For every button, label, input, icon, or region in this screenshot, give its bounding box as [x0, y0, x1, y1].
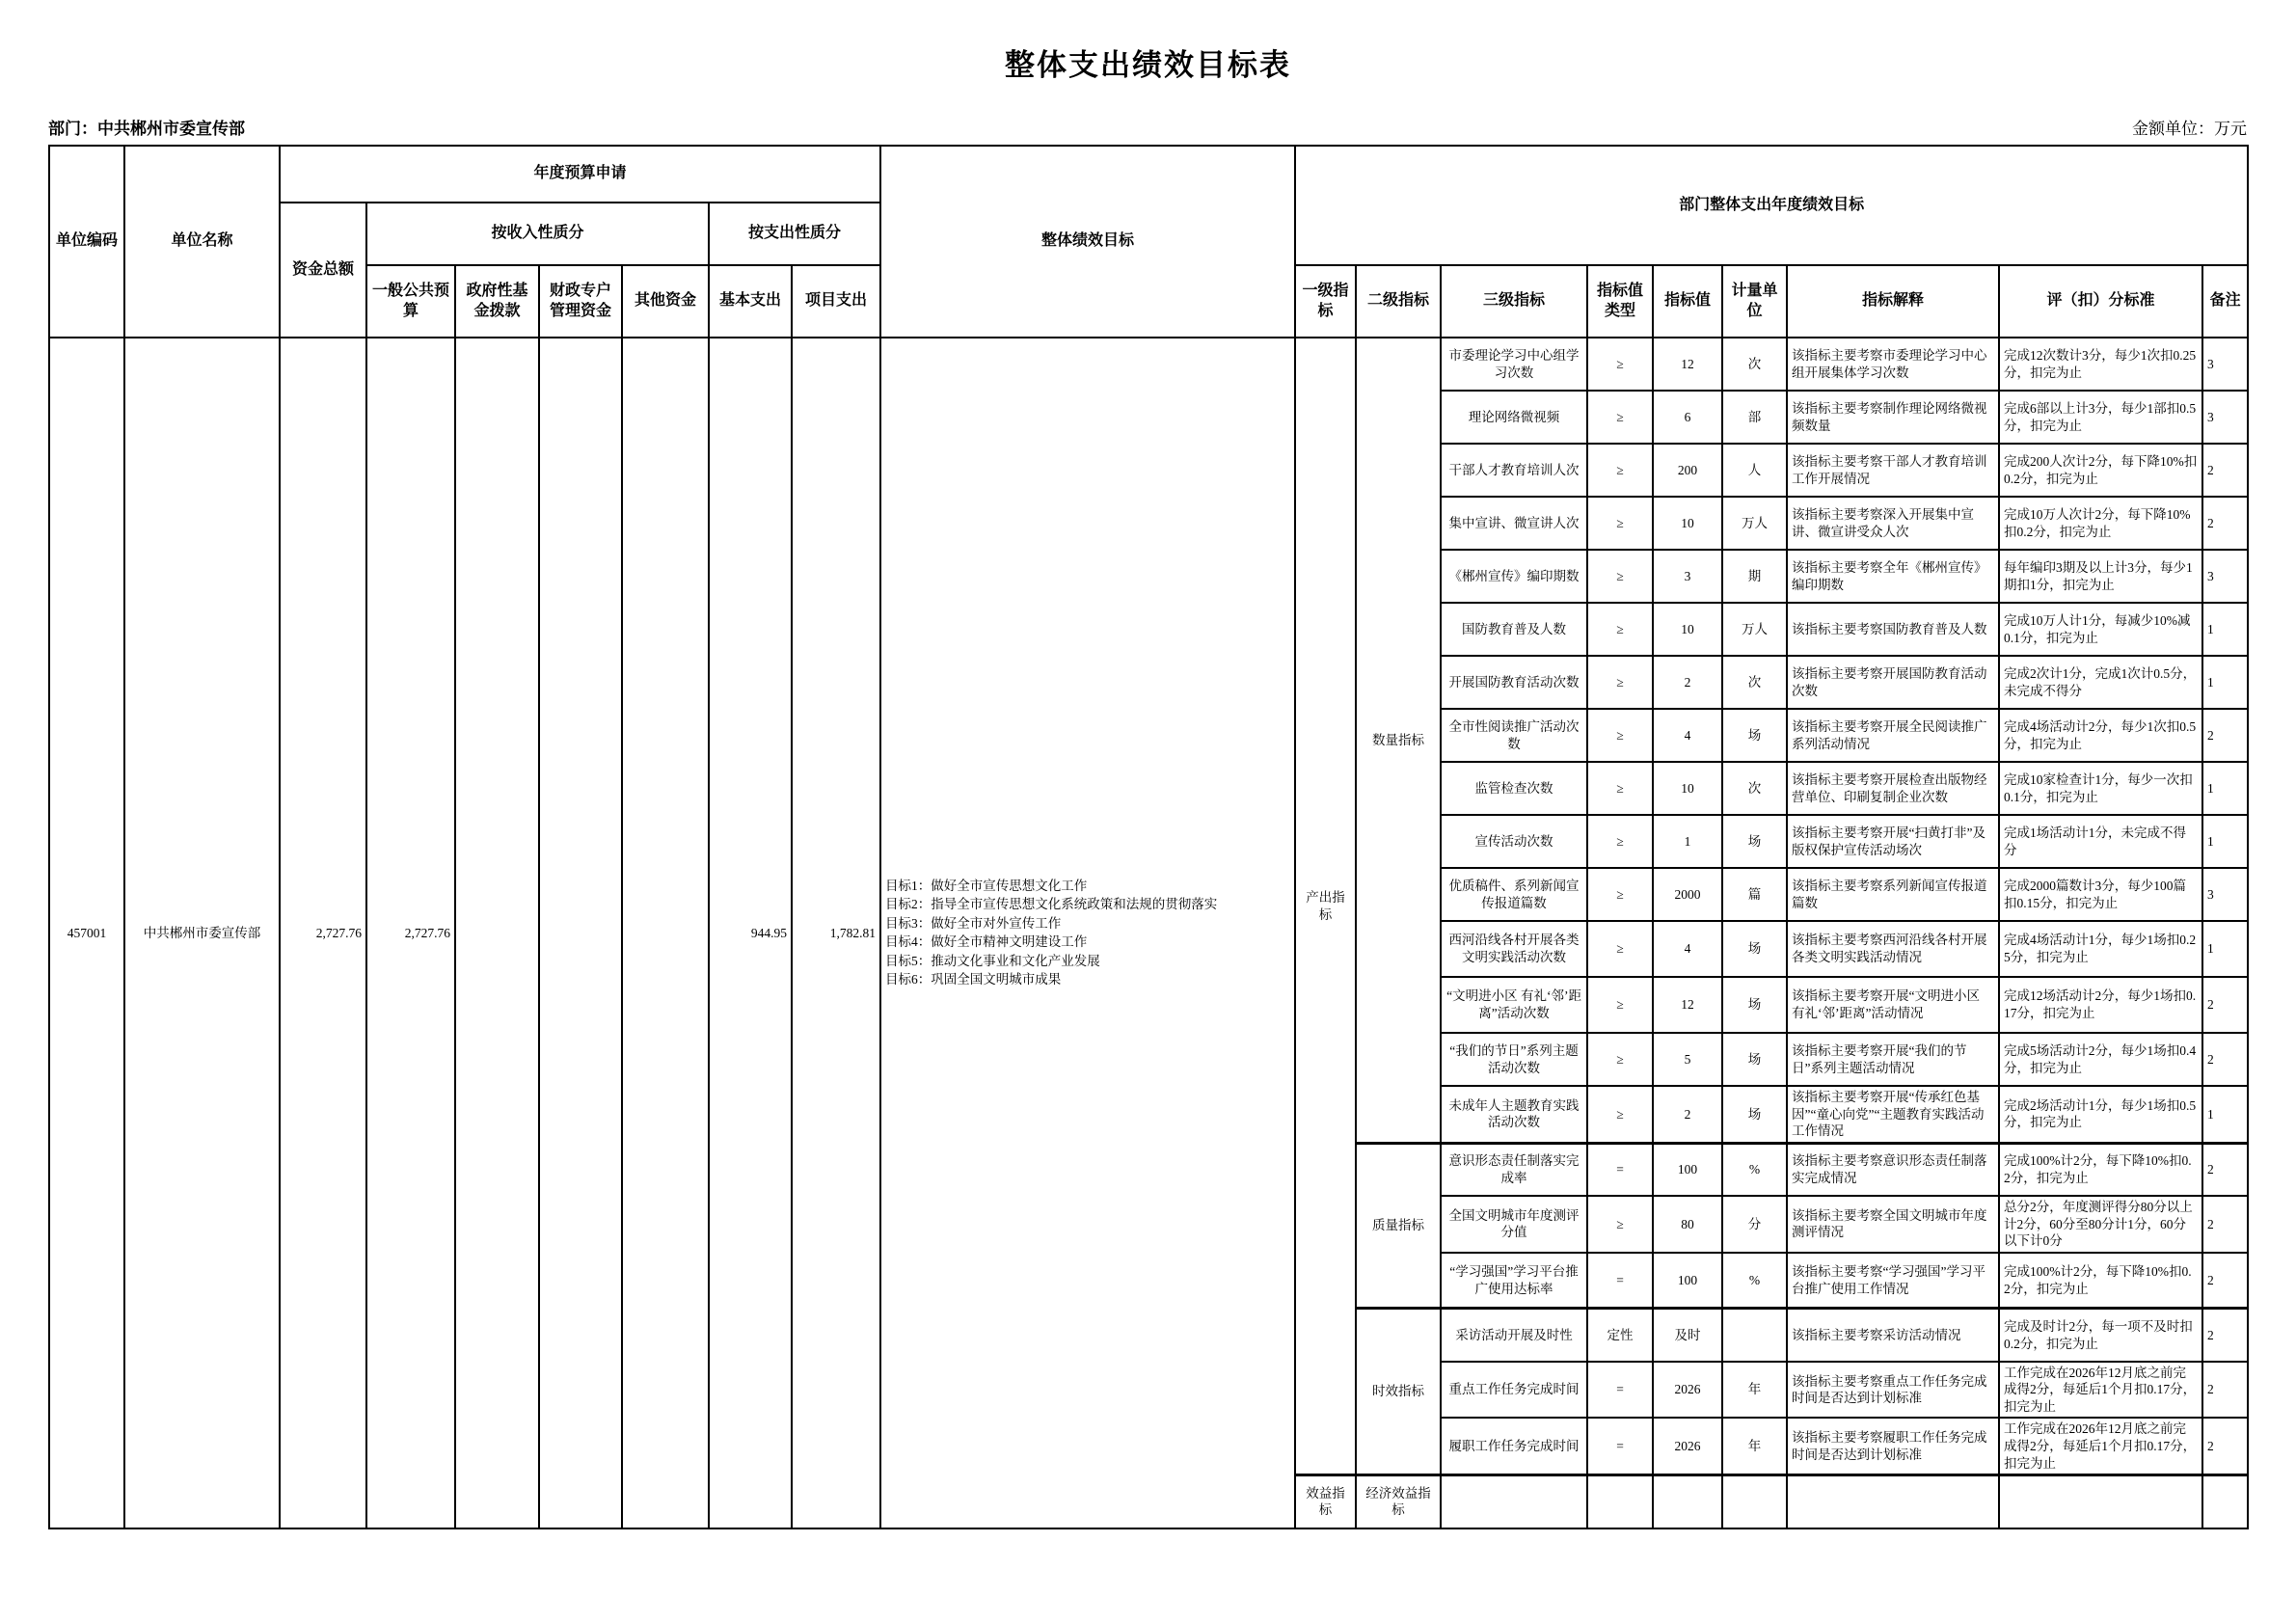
indicator-explanation-cell: 该指标主要考察开展“扫黄打非”及版权保护宣传活动场次: [1787, 815, 1999, 868]
indicator-value-cell: 4: [1653, 709, 1722, 762]
scoring-standard-cell: 完成4场活动计1分，每少1场扣0.25分，扣完为止: [1999, 921, 2202, 977]
remark-cell: 1: [2202, 603, 2248, 656]
indicator-value-type-cell: ≥: [1587, 815, 1653, 868]
measure-unit-cell: 篇: [1722, 868, 1787, 921]
indicator-value-type-cell: ≥: [1587, 1086, 1653, 1143]
indicator-name-cell: 优质稿件、系列新闻宣传报道篇数: [1441, 868, 1587, 921]
indicator-name-cell: 意识形态责任制落实完成率: [1441, 1143, 1587, 1196]
indicator-explanation-cell: 该指标主要考察意识形态责任制落实完成情况: [1787, 1143, 1999, 1196]
indicator-name-cell: 集中宣讲、微宣讲人次: [1441, 497, 1587, 550]
scoring-standard-cell: 完成10万人次计2分，每下降10%扣0.2分，扣完为止: [1999, 497, 2202, 550]
measure-unit-cell: 万人: [1722, 497, 1787, 550]
level1-indicator-cell: 效益指标: [1295, 1475, 1356, 1528]
indicator-explanation-cell: 该指标主要考察全年《郴州宣传》编印期数: [1787, 550, 1999, 603]
indicator-value-type-cell: ≥: [1587, 338, 1653, 391]
remark-cell: 1: [2202, 762, 2248, 815]
scoring-standard-cell: 完成及时计2分，每一项不及时扣0.2分，扣完为止: [1999, 1309, 2202, 1362]
project-expenditure-cell: 1,782.81: [792, 338, 880, 1528]
measure-unit-cell: 期: [1722, 550, 1787, 603]
fiscal-account-cell: [539, 338, 622, 1528]
col-header-value-type: 指标值类型: [1587, 265, 1653, 338]
meta-row: [48, 115, 2247, 139]
indicator-value-cell: 及时: [1653, 1309, 1722, 1362]
indicator-value-cell: 2000: [1653, 868, 1722, 921]
goal-line: 目标3：做好全市对外宣传工作: [885, 915, 1062, 931]
indicator-value-cell: 80: [1653, 1196, 1722, 1253]
measure-unit-cell: 次: [1722, 656, 1787, 709]
indicator-explanation-cell: 该指标主要考察“学习强国”学习平台推广使用工作情况: [1787, 1253, 1999, 1309]
indicator-explanation-cell: 该指标主要考察制作理论网络微视频数量: [1787, 391, 1999, 444]
indicator-name-cell: 全市性阅读推广活动次数: [1441, 709, 1587, 762]
indicator-value-type-cell: ≥: [1587, 603, 1653, 656]
total-funds-cell: 2,727.76: [280, 338, 366, 1528]
indicator-name-cell: 采访活动开展及时性: [1441, 1309, 1587, 1362]
indicator-explanation-cell: 该指标主要考察开展检查出版物经营单位、印刷复制企业次数: [1787, 762, 1999, 815]
col-header-basic-expenditure: 基本支出: [709, 265, 792, 338]
level2-indicator-cell: 数量指标: [1356, 338, 1441, 1143]
scoring-standard-cell: 完成12次数计3分，每少1次扣0.25分，扣完为止: [1999, 338, 2202, 391]
measure-unit-cell: 年: [1722, 1418, 1787, 1474]
table-body: [49, 338, 2248, 1528]
col-header-fiscal-account: 财政专户管理资金: [539, 265, 622, 338]
indicator-name-cell: [1441, 1475, 1587, 1528]
scoring-standard-cell: 完成2场活动计1分，每少1场扣0.5分，扣完为止: [1999, 1086, 2202, 1143]
indicator-value-cell: 200: [1653, 444, 1722, 497]
scoring-standard-cell: 完成5场活动计2分，每少1场扣0.4分，扣完为止: [1999, 1033, 2202, 1086]
overall-goals-cell: [880, 338, 1295, 1528]
col-header-annual-budget: 年度预算申请: [280, 146, 880, 203]
indicator-explanation-cell: 该指标主要考察国防教育普及人数: [1787, 603, 1999, 656]
scoring-standard-cell: 完成12场活动计2分，每少1场扣0.17分，扣完为止: [1999, 977, 2202, 1033]
measure-unit-cell: 人: [1722, 444, 1787, 497]
measure-unit-cell: %: [1722, 1253, 1787, 1309]
indicator-name-cell: 监管检查次数: [1441, 762, 1587, 815]
government-fund-cell: [455, 338, 539, 1528]
col-header-by-expenditure: 按支出性质分: [709, 203, 880, 265]
indicator-value-cell: 12: [1653, 338, 1722, 391]
scoring-standard-cell: 每年编印3期及以上计3分，每少1期扣1分，扣完为止: [1999, 550, 2202, 603]
level2-indicator-cell: 经济效益指标: [1356, 1475, 1441, 1528]
indicator-name-cell: “我们的节日”系列主题活动次数: [1441, 1033, 1587, 1086]
indicator-explanation-cell: 该指标主要考察全国文明城市年度测评情况: [1787, 1196, 1999, 1253]
indicator-value-type-cell: =: [1587, 1362, 1653, 1419]
measure-unit-cell: 场: [1722, 1033, 1787, 1086]
measure-unit-cell: 年: [1722, 1362, 1787, 1419]
indicator-name-cell: 开展国防教育活动次数: [1441, 656, 1587, 709]
measure-unit-cell: 部: [1722, 391, 1787, 444]
indicator-value-cell: 2026: [1653, 1418, 1722, 1474]
measure-unit-cell: 分: [1722, 1196, 1787, 1253]
col-header-total-funds: 资金总额: [280, 203, 366, 338]
indicator-name-cell: 西河沿线各村开展各类文明实践活动次数: [1441, 921, 1587, 977]
indicator-value-cell: 5: [1653, 1033, 1722, 1086]
indicator-value-cell: 2: [1653, 1086, 1722, 1143]
general-public-budget-cell: 2,727.76: [366, 338, 455, 1528]
col-header-level3: 三级指标: [1441, 265, 1587, 338]
indicator-name-cell: “学习强国”学习平台推广使用达标率: [1441, 1253, 1587, 1309]
remark-cell: 2: [2202, 1418, 2248, 1474]
level2-indicator-cell: 时效指标: [1356, 1309, 1441, 1475]
col-header-unit-code: 单位编码: [49, 146, 124, 338]
remark-cell: 2: [2202, 497, 2248, 550]
goal-line: 目标1：做好全市宣传思想文化工作: [885, 878, 1088, 893]
col-header-level1: 一级指标: [1295, 265, 1356, 338]
indicator-explanation-cell: 该指标主要考察开展国防教育活动次数: [1787, 656, 1999, 709]
remark-cell: 2: [2202, 1196, 2248, 1253]
indicator-explanation-cell: 该指标主要考察系列新闻宣传报道篇数: [1787, 868, 1999, 921]
indicator-value-cell: 10: [1653, 603, 1722, 656]
indicator-value-cell: 2026: [1653, 1362, 1722, 1419]
indicator-explanation-cell: 该指标主要考察深入开展集中宣讲、微宣讲受众人次: [1787, 497, 1999, 550]
col-header-by-income: 按收入性质分: [366, 203, 709, 265]
indicator-value-cell: 10: [1653, 497, 1722, 550]
goal-line: 目标5：推动文化事业和文化产业发展: [885, 953, 1100, 968]
measure-unit-cell: 场: [1722, 977, 1787, 1033]
remark-cell: 2: [2202, 1143, 2248, 1196]
col-header-general-public-budget: 一般公共预算: [366, 265, 455, 338]
indicator-value-cell: 6: [1653, 391, 1722, 444]
scoring-standard-cell: 总分2分，年度测评得分80分以上计2分，60分至80分计1分，60分以下计0分: [1999, 1196, 2202, 1253]
col-header-project-expenditure: 项目支出: [792, 265, 880, 338]
indicator-explanation-cell: 该指标主要考察市委理论学习中心组开展集体学习次数: [1787, 338, 1999, 391]
scoring-standard-cell: 完成2次计1分，完成1次计0.5分，未完成不得分: [1999, 656, 2202, 709]
indicator-value-type-cell: [1587, 1475, 1653, 1528]
indicator-explanation-cell: 该指标主要考察开展“传承红色基因”“童心向党”“主题教育实践活动工作情况: [1787, 1086, 1999, 1143]
scoring-standard-cell: 完成200人次计2分，每下降10%扣0.2分，扣完为止: [1999, 444, 2202, 497]
goal-line: 目标2：指导全市宣传思想文化系统政策和法规的贯彻落实: [885, 897, 1218, 912]
indicator-value-type-cell: ≥: [1587, 977, 1653, 1033]
indicator-value-type-cell: =: [1587, 1253, 1653, 1309]
level2-indicator-cell: 质量指标: [1356, 1143, 1441, 1309]
indicator-explanation-cell: [1787, 1475, 1999, 1528]
indicator-value-cell: 3: [1653, 550, 1722, 603]
indicator-value-cell: 1: [1653, 815, 1722, 868]
scoring-standard-cell: 完成100%计2分，每下降10%扣0.2分，扣完为止: [1999, 1143, 2202, 1196]
indicator-name-cell: 宣传活动次数: [1441, 815, 1587, 868]
remark-cell: 1: [2202, 921, 2248, 977]
remark-cell: 2: [2202, 1362, 2248, 1419]
performance-target-table: [48, 145, 2249, 1529]
scoring-standard-cell: 完成6部以上计3分，每少1部扣0.5分，扣完为止: [1999, 391, 2202, 444]
measure-unit-cell: 场: [1722, 709, 1787, 762]
measure-unit-cell: [1722, 1475, 1787, 1528]
indicator-explanation-cell: 该指标主要考察西河沿线各村开展各类文明实践活动情况: [1787, 921, 1999, 977]
scoring-standard-cell: 工作完成在2026年12月底之前完成得2分，每延后1个月扣0.17分，扣完为止: [1999, 1418, 2202, 1474]
col-header-dept-targets: 部门整体支出年度绩效目标: [1295, 146, 2248, 265]
indicator-name-cell: 履职工作任务完成时间: [1441, 1418, 1587, 1474]
indicator-name-cell: “文明进小区 有礼‘邻’距离”活动次数: [1441, 977, 1587, 1033]
remark-cell: 1: [2202, 1086, 2248, 1143]
table-header: [49, 146, 2248, 338]
indicator-value-type-cell: =: [1587, 1143, 1653, 1196]
col-header-unit: 计量单位: [1722, 265, 1787, 338]
col-header-other-funds: 其他资金: [622, 265, 709, 338]
scoring-standard-cell: 工作完成在2026年12月底之前完成得2分，每延后1个月扣0.17分，扣完为止: [1999, 1362, 2202, 1419]
indicator-value-type-cell: ≥: [1587, 762, 1653, 815]
indicator-value-type-cell: ≥: [1587, 709, 1653, 762]
remark-cell: 2: [2202, 1309, 2248, 1362]
unit-name-cell: 中共郴州市委宣传部: [124, 338, 280, 1528]
scoring-standard-cell: 完成10家检查计1分，每少一次扣0.1分，扣完为止: [1999, 762, 2202, 815]
indicator-value-type-cell: ≥: [1587, 550, 1653, 603]
remark-cell: 2: [2202, 1253, 2248, 1309]
indicator-name-cell: 市委理论学习中心组学习次数: [1441, 338, 1587, 391]
other-funds-cell: [622, 338, 709, 1528]
scoring-standard-cell: [1999, 1475, 2202, 1528]
indicator-value-type-cell: 定性: [1587, 1309, 1653, 1362]
indicator-name-cell: 国防教育普及人数: [1441, 603, 1587, 656]
measure-unit-cell: 次: [1722, 338, 1787, 391]
remark-cell: 3: [2202, 338, 2248, 391]
indicator-explanation-cell: 该指标主要考察重点工作任务完成时间是否达到计划标准: [1787, 1362, 1999, 1419]
indicator-value-cell: 12: [1653, 977, 1722, 1033]
scoring-standard-cell: 完成10万人计1分，每减少10%减0.1分，扣完为止: [1999, 603, 2202, 656]
indicator-name-cell: 重点工作任务完成时间: [1441, 1362, 1587, 1419]
indicator-name-cell: 《郴州宣传》编印期数: [1441, 550, 1587, 603]
remark-cell: 2: [2202, 444, 2248, 497]
indicator-row: [49, 338, 2248, 391]
scoring-standard-cell: 完成1场活动计1分，未完成不得分: [1999, 815, 2202, 868]
col-header-government-fund: 政府性基金拨款: [455, 265, 539, 338]
department-label: 部门：中共郴州市委宣传部: [48, 120, 245, 138]
remark-cell: 3: [2202, 550, 2248, 603]
scoring-standard-cell: 完成4场活动计2分，每少1次扣0.5分，扣完为止: [1999, 709, 2202, 762]
remark-cell: 2: [2202, 709, 2248, 762]
indicator-value-cell: 10: [1653, 762, 1722, 815]
measure-unit-cell: 场: [1722, 1086, 1787, 1143]
measure-unit-cell: %: [1722, 1143, 1787, 1196]
indicator-value-type-cell: ≥: [1587, 921, 1653, 977]
indicator-value-cell: 4: [1653, 921, 1722, 977]
indicator-name-cell: 理论网络微视频: [1441, 391, 1587, 444]
goal-line: 目标6：巩固全国文明城市成果: [885, 972, 1062, 987]
goal-line: 目标4：做好全市精神文明建设工作: [885, 934, 1088, 950]
col-header-overall-goal: 整体绩效目标: [880, 146, 1295, 338]
remark-cell: 3: [2202, 868, 2248, 921]
col-header-scoring: 评（扣）分标准: [1999, 265, 2202, 338]
measure-unit-cell: 场: [1722, 921, 1787, 977]
indicator-value-type-cell: ≥: [1587, 497, 1653, 550]
remark-cell: 1: [2202, 815, 2248, 868]
indicator-value-type-cell: ≥: [1587, 444, 1653, 497]
remark-cell: [2202, 1475, 2248, 1528]
indicator-value-cell: [1653, 1475, 1722, 1528]
indicator-explanation-cell: 该指标主要考察采访活动情况: [1787, 1309, 1999, 1362]
indicator-value-cell: 2: [1653, 656, 1722, 709]
indicator-value-type-cell: ≥: [1587, 656, 1653, 709]
scoring-standard-cell: 完成2000篇数计3分，每少100篇扣0.15分，扣完为止: [1999, 868, 2202, 921]
indicator-name-cell: 干部人才教育培训人次: [1441, 444, 1587, 497]
col-header-value: 指标值: [1653, 265, 1722, 338]
indicator-name-cell: 未成年人主题教育实践活动次数: [1441, 1086, 1587, 1143]
indicator-explanation-cell: 该指标主要考察开展“我们的节日”系列主题活动情况: [1787, 1033, 1999, 1086]
indicator-value-type-cell: ≥: [1587, 391, 1653, 444]
amount-unit-label: 金额单位：万元: [2132, 120, 2247, 138]
indicator-value-type-cell: ≥: [1587, 1033, 1653, 1086]
indicator-value-type-cell: ≥: [1587, 868, 1653, 921]
indicator-explanation-cell: 该指标主要考察干部人才教育培训工作开展情况: [1787, 444, 1999, 497]
indicator-value-cell: 100: [1653, 1253, 1722, 1309]
measure-unit-cell: [1722, 1309, 1787, 1362]
level1-indicator-cell: 产出指标: [1295, 338, 1356, 1475]
indicator-explanation-cell: 该指标主要考察开展“文明进小区 有礼‘邻’距离”活动情况: [1787, 977, 1999, 1033]
basic-expenditure-cell: 944.95: [709, 338, 792, 1528]
unit-code-cell: 457001: [49, 338, 124, 1528]
remark-cell: 2: [2202, 1033, 2248, 1086]
indicator-explanation-cell: 该指标主要考察开展全民阅读推广系列活动情况: [1787, 709, 1999, 762]
remark-cell: 2: [2202, 977, 2248, 1033]
col-header-unit-name: 单位名称: [124, 146, 280, 338]
col-header-level2: 二级指标: [1356, 265, 1441, 338]
indicator-value-type-cell: ≥: [1587, 1196, 1653, 1253]
col-header-remark: 备注: [2202, 265, 2248, 338]
measure-unit-cell: 场: [1722, 815, 1787, 868]
scoring-standard-cell: 完成100%计2分，每下降10%扣0.2分，扣完为止: [1999, 1253, 2202, 1309]
indicator-value-type-cell: =: [1587, 1418, 1653, 1474]
indicator-value-cell: 100: [1653, 1143, 1722, 1196]
measure-unit-cell: 万人: [1722, 603, 1787, 656]
remark-cell: 3: [2202, 391, 2248, 444]
indicator-name-cell: 全国文明城市年度测评分值: [1441, 1196, 1587, 1253]
remark-cell: 1: [2202, 656, 2248, 709]
measure-unit-cell: 次: [1722, 762, 1787, 815]
indicator-explanation-cell: 该指标主要考察履职工作任务完成时间是否达到计划标准: [1787, 1418, 1999, 1474]
col-header-explanation: 指标解释: [1787, 265, 1999, 338]
page-title: 整体支出绩效目标表: [1005, 48, 1291, 82]
